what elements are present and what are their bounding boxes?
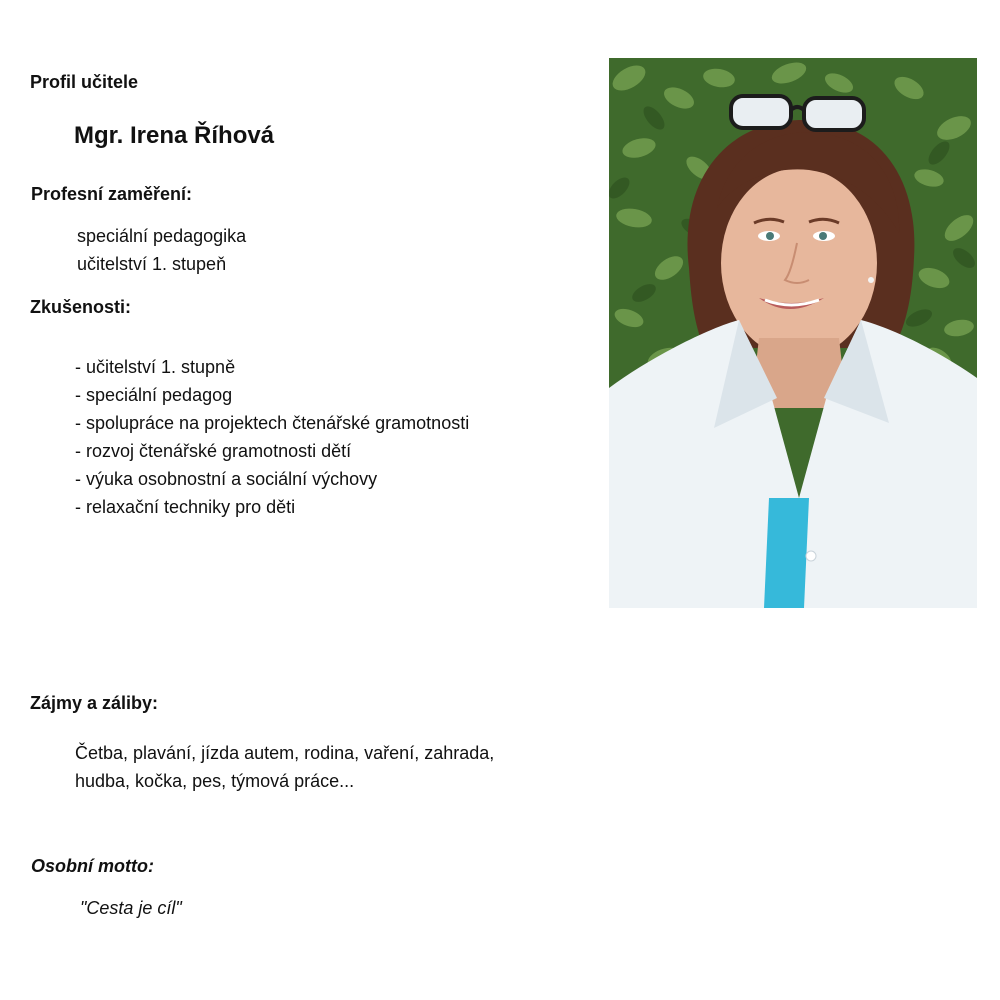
portrait-image [609,58,977,608]
focus-heading: Profesní zaměření: [31,184,193,204]
hobbies-line: Četba, plavání, jízda autem, rodina, vaření, zahrada, [75,743,495,763]
teacher-photo [609,58,977,608]
experience-item: - spolupráce na projektech čtenářské gramotnosti [75,413,470,433]
focus-item: učitelství 1. stupeň [77,254,227,274]
experience-item: - relaxační techniky pro děti [75,497,296,517]
hobbies-text [75,739,494,795]
experience-item: - rozvoj čtenářské gramotnosti dětí [75,441,352,461]
experience-item: - výuka osobnostní a sociální výchovy [75,469,378,489]
teacher-name: Mgr. Irena Říhová [74,122,275,149]
experience-item: - speciální pedagog [75,385,233,405]
page-title: Profil učitele [30,72,139,92]
hobbies-heading: Zájmy a záliby: [30,693,159,713]
motto-heading: Osobní motto: [31,856,154,876]
focus-item: speciální pedagogika [77,226,247,246]
motto-text: "Cesta je cíl" [80,898,182,918]
focus-list [77,222,246,278]
hobbies-line: hudba, kočka, pes, týmová práce... [75,771,355,791]
experience-list [75,353,469,521]
experience-heading: Zkušenosti: [30,297,132,317]
experience-item: - učitelství 1. stupně [75,357,236,377]
